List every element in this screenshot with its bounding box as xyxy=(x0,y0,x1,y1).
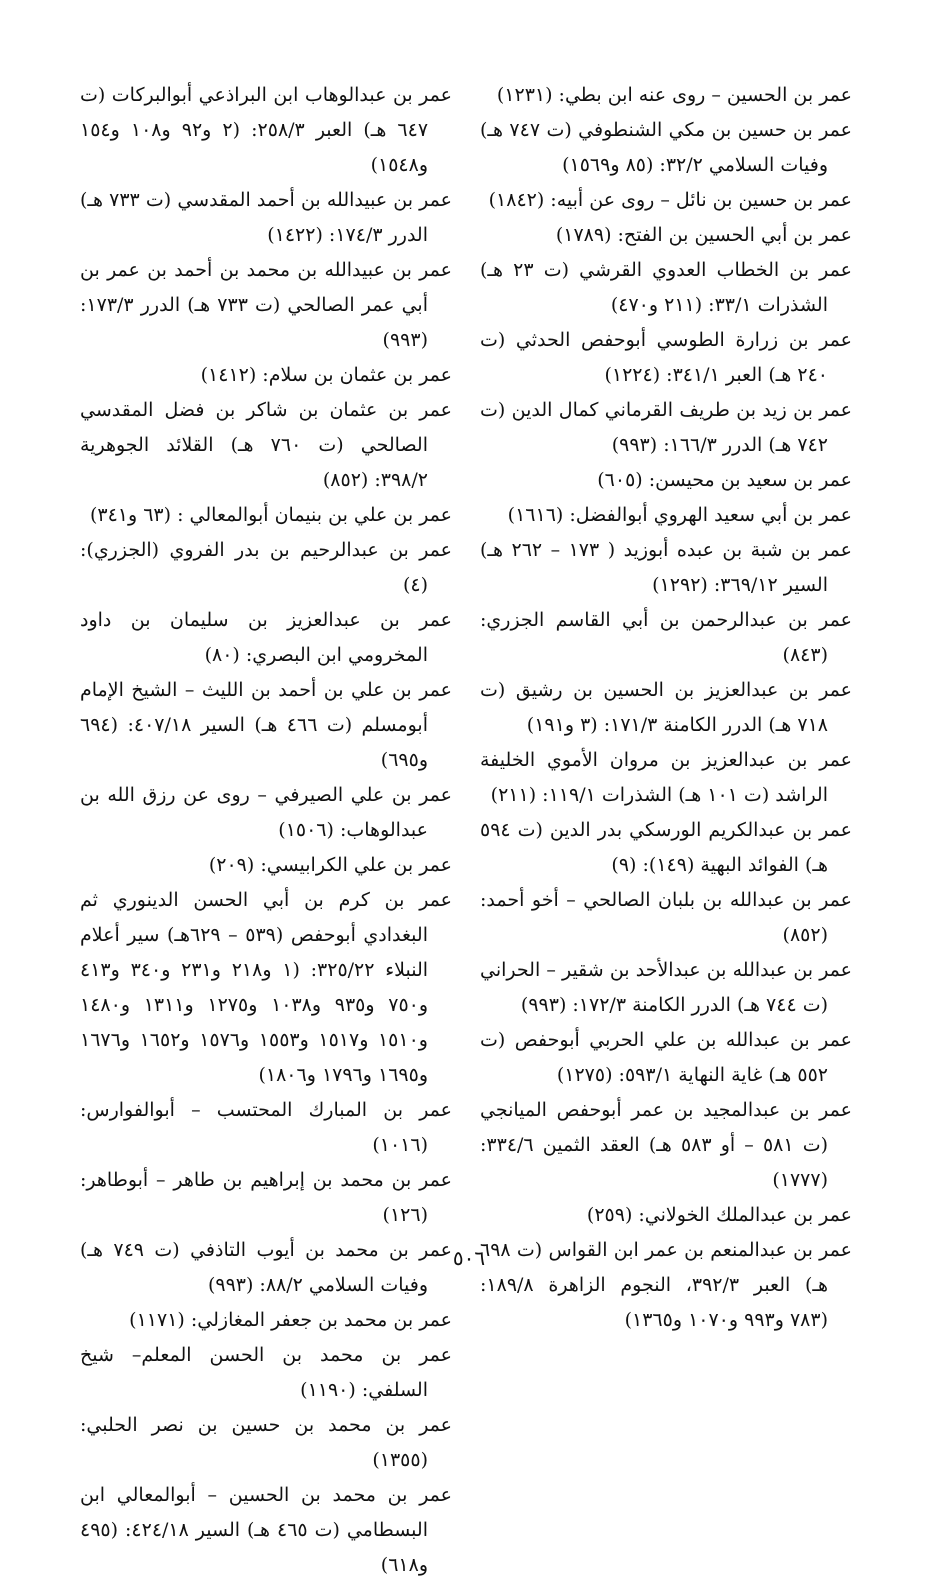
index-entry: عمر بن علي بن أحمد بن الليث – الشيخ الإمام أبومسلم (ت ٤٦٦ هـ) السير ٤٠٧/١٨: (٦٩٤ و٦٩٥) xyxy=(80,679,452,771)
index-entry: عمر بن محمد بن الحسين – أبوالمعالي ابن البسطامي (ت ٤٦٥ هـ) السير ٤٢٤/١٨: (٤٩٥ و٦١٨) xyxy=(80,1484,452,1576)
index-entry: عمر بن عبيدالله بن أحمد المقدسي (ت ٧٣٣ هـ) الدرر ١٧٤/٣: (١٤٢٢) xyxy=(80,189,452,246)
index-entry: عمر بن عبدالكريم الورسكي بدر الدين (ت ٥٩٤ هـ) الفوائد البهية (١٤٩): (٩) xyxy=(480,819,852,876)
index-entry: عمر بن عثمان بن سلام: (١٤١٢) xyxy=(200,364,452,386)
index-entry: عمر بن عبدالمنعم بن عمر ابن القواس (ت ٦٩٨ هـ) العبر ٣٩٢/٣، النجوم الزاهرة ١٨٩/٨: (٧٨٣ و٩٩٣ و١٠٧٠ و١٣٦٥) xyxy=(480,1239,852,1331)
index-entry: عمر بن شبة بن عبده أبوزيد ( ١٧٣ – ٢٦٢ هـ) السير ٣٦٩/١٢: (١٢٩٢) xyxy=(480,539,852,596)
index-entry: عمر بن محمد بن حسين بن نصر الحلبي: (١٣٥٥) xyxy=(80,1414,453,1471)
index-entry: عمر بن عبدالعزيز بن مروان الأموي الخليفة الراشد (ت ١٠١ هـ) الشذرات ١١٩/١: (٢١١) xyxy=(480,749,852,806)
index-entry: عمر بن علي الكرابيسي: (٢٠٩) xyxy=(208,854,452,876)
index-entry: عمر بن عبدالرحمن بن أبي القاسم الجزري: (٨٤٣) xyxy=(480,609,852,666)
index-entry: عمر بن عبدالملك الخولاني: (٢٥٩) xyxy=(586,1204,852,1226)
index-entry: عمر بن عبدالمجيد بن عمر أبوحفص الميانجي (ت ٥٨١ – أو ٥٨٣ هـ) العقد الثمين ٣٣٤/٦: (١٧٧٧) xyxy=(480,1099,852,1191)
page-number: ٥٠٦ xyxy=(452,1246,486,1270)
index-entry: عمر بن عثمان بن شاكر بن فضل المقدسي الصالحي (ت ٧٦٠ هـ) القلائد الجوهرية ٣٩٨/٢: (٨٥٢) xyxy=(80,399,452,491)
index-entry: عمر بن علي الصيرفي – روى عن رزق الله بن عبدالوهاب: (١٥٠٦) xyxy=(80,784,452,841)
index-entry: عمر بن المبارك المحتسب – أبوالفوارس: (١٠١٦) xyxy=(80,1099,452,1156)
index-entry: عمر بن زيد بن طريف القرماني كمال الدين (ت ٧٤٢ هـ) الدرر ١٦٦/٣: (٩٩٣) xyxy=(480,399,852,456)
index-entry: عمر بن عبدالرحيم بن بدر الفروي (الجزري): (٤) xyxy=(80,539,452,596)
index-entry: عمر بن محمد بن أيوب التاذفي (ت ٧٤٩ هـ) وفيات السلامي ٨٨/٢: (٩٩٣) xyxy=(80,1239,452,1296)
index-entry: عمر بن محمد بن إبراهيم بن طاهر – أبوطاهر: (١٢٦) xyxy=(80,1169,452,1226)
index-entry: عمر بن سعيد بن محيسن: (٦٠٥) xyxy=(597,469,852,491)
index-entry: عمر بن محمد بن الحسن المعلم– شيخ السلفي: (١١٩٠) xyxy=(80,1344,452,1401)
index-entry: عمر بن عبدالعزيز بن سليمان بن داود المخرومي ابن البصري: (٨٠) xyxy=(80,609,452,666)
index-entry: عمر بن عبيدالله بن محمد بن أحمد بن عمر بن أبي عمر الصالحي (ت ٧٣٣ هـ) الدرر ١٧٣/٣: (٩٩٣) xyxy=(80,259,452,351)
index-entry: عمر بن زرارة الطوسي أبوحفص الحدثي (ت ٢٤٠ هـ) العبر ٣٤١/١: (١٢٢٤) xyxy=(480,329,852,386)
index-entry: عمر بن عبدالله بن عبدالأحد بن شقير – الحراني (ت ٧٤٤ هـ) الدرر الكامنة ١٧٢/٣: (٩٩٣) xyxy=(480,959,852,1016)
index-entry: عمر بن أبي سعيد الهروي أبوالفضل: (١٦١٦) xyxy=(507,504,852,526)
right-column xyxy=(480,78,852,1338)
index-entry: عمر بن الخطاب العدوي القرشي (ت ٢٣ هـ) الشذرات ٣٣/١: (٢١١ و٤٧٠) xyxy=(480,259,852,316)
index-entry: عمر بن علي بن بنيمان أبوالمعالي : (٦٣ و٣٤١) xyxy=(89,504,452,526)
index-entry: عمر بن عبدالله بن علي الحربي أبوحفص (ت ٥٥٢ هـ) غاية النهاية ٥٩٣/١: (١٢٧٥) xyxy=(480,1029,852,1086)
left-column xyxy=(80,78,452,1583)
index-entry: عمر بن عبدالوهاب ابن البراذعي أبوالبركات (ت ٦٤٧ هـ) العبر ٢٥٨/٣: (٢ و٩٢ و١٠٨ و١٥٤ و١٥٤٨) xyxy=(80,84,452,176)
index-entry: عمر بن عبدالله بن بلبان الصالحي – أخو أحمد: (٨٥٢) xyxy=(480,889,852,946)
index-entry: عمر بن كرم بن أبي الحسن الدينوري ثم البغدادي أبوحفص (٥٣٩ – ٦٢٩هـ) سير أعلام النبلاء ٣٢٥/٢٢: (١ و٢١٨ و٢٣١ و٣٤٠ و٤١٣ و٧٥٠ و٩٣٥ و١٠٣٨ و١٢٧٥ و١٣١١ و١٤٨٠ و١٥١٠ و١٥١٧ و١٥٥٣ و١٥٧٦ و١٦٥٢ و١٦٧٦ و١٦٩٥ و١٧٩٦ و١٨٠٦) xyxy=(80,889,452,1086)
index-entry: عمر بن الحسين – روى عنه ابن بطي: (١٢٣١) xyxy=(496,84,852,106)
index-entry: عمر بن أبي الحسين بن الفتح: (١٧٨٩) xyxy=(555,224,852,246)
index-entry: عمر بن محمد بن جعفر المغازلي: (١١٧١) xyxy=(129,1309,452,1331)
index-entry: عمر بن حسين بن مكي الشنطوفي (ت ٧٤٧ هـ) وفيات السلامي ٣٢/٢: (٨٥ و١٥٦٩) xyxy=(480,119,852,176)
index-entry: عمر بن عبدالعزيز بن الحسين بن رشيق (ت ٧١٨ هـ) الدرر الكامنة ١٧١/٣: (٣ و١٩١) xyxy=(480,679,852,736)
index-entry: عمر بن حسين بن نائل – روى عن أبيه: (١٨٤٢) xyxy=(488,189,852,211)
